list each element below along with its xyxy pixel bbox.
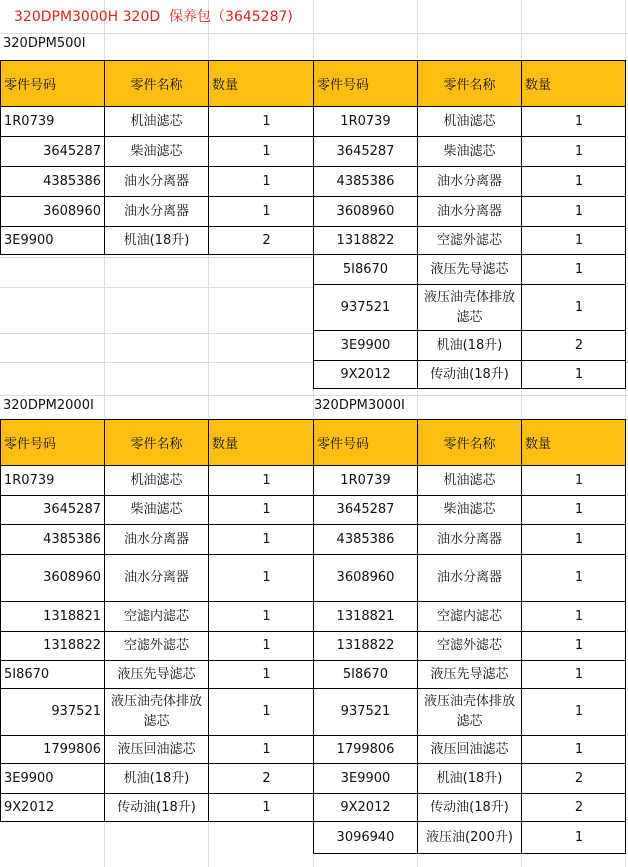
part-number-cell: 1318821 <box>314 602 418 632</box>
quantity-cell: 2 <box>522 331 626 361</box>
part-name-cell: 液压油壳体排放滤芯 <box>418 689 522 736</box>
table-row <box>1 764 314 794</box>
part-number-cell: 3645287 <box>314 496 418 525</box>
quantity-cell: 2 <box>209 227 314 255</box>
part-name-cell: 液压油壳体排放滤芯 <box>418 285 522 331</box>
table-row <box>1 736 314 764</box>
header-quantity: 数量 <box>522 61 626 107</box>
table-row <box>314 361 626 389</box>
quantity-cell: 1 <box>209 602 314 632</box>
header-part-number: 零件号码 <box>1 420 105 466</box>
part-number-cell: 1318822 <box>314 227 418 255</box>
quantity-cell: 1 <box>522 602 626 632</box>
part-number-cell: 3E9900 <box>314 764 418 794</box>
part-number-cell: 3608960 <box>1 555 105 602</box>
section-label-pm3000: 320DPM3000I <box>314 398 405 413</box>
part-number-cell: 4385386 <box>1 525 105 555</box>
quantity-cell: 1 <box>522 661 626 689</box>
quantity-cell: 1 <box>209 794 314 822</box>
part-name-cell: 传动油(18升) <box>105 794 209 822</box>
table-row <box>314 525 626 555</box>
quantity-cell: 1 <box>522 255 626 285</box>
part-number-cell: 937521 <box>314 689 418 736</box>
table-row <box>1 602 314 632</box>
header-row <box>314 420 626 466</box>
header-part-number: 零件号码 <box>314 61 418 107</box>
part-number-cell: 1318822 <box>1 632 105 661</box>
sheet-title: 320DPM3000H 320D 保养包（3645287) <box>14 9 293 25</box>
part-number-cell: 3E9900 <box>314 331 418 361</box>
part-number-cell: 4385386 <box>314 167 418 197</box>
quantity-cell: 1 <box>522 466 626 496</box>
quantity-cell: 1 <box>209 466 314 496</box>
part-name-cell: 机油(18升) <box>418 764 522 794</box>
quantity-cell: 1 <box>522 632 626 661</box>
quantity-cell: 1 <box>522 555 626 602</box>
parts-table-pm3000 <box>313 419 626 854</box>
part-name-cell: 空滤外滤芯 <box>418 227 522 255</box>
part-name-cell: 空滤内滤芯 <box>418 602 522 632</box>
quantity-cell: 1 <box>522 822 626 854</box>
part-name-cell: 传动油(18升) <box>418 794 522 822</box>
part-name-cell: 油水分离器 <box>105 525 209 555</box>
table-row <box>1 496 314 525</box>
part-number-cell: 937521 <box>1 689 105 736</box>
part-name-cell: 油水分离器 <box>105 167 209 197</box>
part-name-cell: 油水分离器 <box>105 555 209 602</box>
table-row <box>314 632 626 661</box>
quantity-cell: 1 <box>209 197 314 227</box>
part-name-cell: 机油(18升) <box>105 227 209 255</box>
part-number-cell: 9X2012 <box>1 794 105 822</box>
header-row <box>1 420 314 466</box>
part-number-cell: 9X2012 <box>314 361 418 389</box>
part-number-cell: 3645287 <box>1 496 105 525</box>
part-number-cell: 1799806 <box>314 736 418 764</box>
part-name-cell: 机油滤芯 <box>418 466 522 496</box>
part-number-cell: 4385386 <box>1 167 105 197</box>
table-row <box>1 661 314 689</box>
part-number-cell: 1318821 <box>1 602 105 632</box>
part-name-cell: 油水分离器 <box>418 555 522 602</box>
quantity-cell: 1 <box>209 107 314 137</box>
part-name-cell: 机油滤芯 <box>105 107 209 137</box>
quantity-cell: 1 <box>522 137 626 167</box>
header-part-name: 零件名称 <box>105 420 209 466</box>
table-row <box>1 107 314 137</box>
table-row <box>1 197 314 227</box>
part-number-cell: 3608960 <box>314 555 418 602</box>
part-name-cell: 液压先导滤芯 <box>418 661 522 689</box>
quantity-cell: 1 <box>522 736 626 764</box>
parts-table-pm500-full <box>313 60 626 389</box>
part-name-cell: 油水分离器 <box>418 197 522 227</box>
table-row <box>314 555 626 602</box>
part-number-cell: 1318822 <box>314 632 418 661</box>
gridline-horizontal <box>0 33 628 34</box>
table-row <box>314 227 626 255</box>
table-row <box>314 736 626 764</box>
quantity-cell: 1 <box>522 167 626 197</box>
header-quantity: 数量 <box>209 61 314 107</box>
table-row <box>1 137 314 167</box>
part-name-cell: 柴油滤芯 <box>105 137 209 167</box>
part-number-cell: 9X2012 <box>314 794 418 822</box>
part-name-cell: 空滤内滤芯 <box>105 602 209 632</box>
part-name-cell: 机油滤芯 <box>418 107 522 137</box>
part-name-cell: 柴油滤芯 <box>418 137 522 167</box>
table-row <box>314 137 626 167</box>
part-number-cell: 3645287 <box>314 137 418 167</box>
table-row <box>314 764 626 794</box>
header-part-number: 零件号码 <box>1 61 105 107</box>
table-row <box>314 661 626 689</box>
table-row <box>314 331 626 361</box>
header-row <box>314 61 626 107</box>
table-row <box>314 285 626 331</box>
header-quantity: 数量 <box>209 420 314 466</box>
quantity-cell: 1 <box>209 661 314 689</box>
table-row <box>314 167 626 197</box>
header-part-name: 零件名称 <box>105 61 209 107</box>
part-name-cell: 油水分离器 <box>418 167 522 197</box>
table-row <box>1 466 314 496</box>
table-row <box>1 525 314 555</box>
section-label-pm500: 320DPM500I <box>3 36 86 51</box>
section-label-pm2000: 320DPM2000I <box>3 398 94 413</box>
quantity-cell: 1 <box>209 525 314 555</box>
quantity-cell: 1 <box>522 197 626 227</box>
table-row <box>314 197 626 227</box>
part-name-cell: 传动油(18升) <box>418 361 522 389</box>
quantity-cell: 1 <box>522 227 626 255</box>
quantity-cell: 1 <box>209 689 314 736</box>
header-part-number: 零件号码 <box>314 420 418 466</box>
part-number-cell: 3645287 <box>1 137 105 167</box>
quantity-cell: 2 <box>522 764 626 794</box>
part-name-cell: 机油(18升) <box>418 331 522 361</box>
header-row <box>1 61 314 107</box>
table-row <box>314 794 626 822</box>
parts-table-pm500 <box>0 60 314 255</box>
quantity-cell: 1 <box>522 285 626 331</box>
part-number-cell: 5I8670 <box>314 255 418 285</box>
header-part-name: 零件名称 <box>418 61 522 107</box>
part-number-cell: 3E9900 <box>1 227 105 255</box>
part-number-cell: 3096940 <box>314 822 418 854</box>
table-row <box>1 794 314 822</box>
quantity-cell: 1 <box>522 496 626 525</box>
part-number-cell: 5I8670 <box>314 661 418 689</box>
part-number-cell: 1R0739 <box>314 107 418 137</box>
table-row <box>314 822 626 854</box>
header-part-name: 零件名称 <box>418 420 522 466</box>
part-name-cell: 空滤外滤芯 <box>418 632 522 661</box>
part-number-cell: 4385386 <box>314 525 418 555</box>
table-row <box>314 255 626 285</box>
quantity-cell: 2 <box>209 764 314 794</box>
quantity-cell: 1 <box>209 555 314 602</box>
part-name-cell: 液压油(200升) <box>418 822 522 854</box>
part-number-cell: 3608960 <box>314 197 418 227</box>
quantity-cell: 1 <box>522 525 626 555</box>
part-number-cell: 3608960 <box>1 197 105 227</box>
part-number-cell: 1R0739 <box>1 466 105 496</box>
quantity-cell: 1 <box>522 689 626 736</box>
part-name-cell: 空滤外滤芯 <box>105 632 209 661</box>
part-name-cell: 液压油壳体排放滤芯 <box>105 689 209 736</box>
table-row <box>314 496 626 525</box>
quantity-cell: 1 <box>209 137 314 167</box>
part-number-cell: 5I8670 <box>1 661 105 689</box>
quantity-cell: 1 <box>209 736 314 764</box>
quantity-cell: 1 <box>209 496 314 525</box>
part-number-cell: 3E9900 <box>1 764 105 794</box>
part-name-cell: 液压回油滤芯 <box>418 736 522 764</box>
part-name-cell: 柴油滤芯 <box>105 496 209 525</box>
part-name-cell: 柴油滤芯 <box>418 496 522 525</box>
part-name-cell: 液压回油滤芯 <box>105 736 209 764</box>
quantity-cell: 2 <box>522 794 626 822</box>
part-name-cell: 油水分离器 <box>105 197 209 227</box>
table-row <box>1 632 314 661</box>
table-row <box>1 227 314 255</box>
table-row <box>314 107 626 137</box>
part-name-cell: 液压先导滤芯 <box>418 255 522 285</box>
table-row <box>314 689 626 736</box>
part-number-cell: 937521 <box>314 285 418 331</box>
table-row <box>314 466 626 496</box>
table-row <box>1 555 314 602</box>
header-quantity: 数量 <box>522 420 626 466</box>
quantity-cell: 1 <box>209 167 314 197</box>
part-name-cell: 机油(18升) <box>105 764 209 794</box>
part-number-cell: 1799806 <box>1 736 105 764</box>
part-name-cell: 机油滤芯 <box>105 466 209 496</box>
part-name-cell: 油水分离器 <box>418 525 522 555</box>
part-number-cell: 1R0739 <box>314 466 418 496</box>
table-row <box>1 689 314 736</box>
quantity-cell: 1 <box>522 361 626 389</box>
quantity-cell: 1 <box>522 107 626 137</box>
parts-table-pm2000 <box>0 419 314 822</box>
table-row <box>314 602 626 632</box>
table-row <box>1 167 314 197</box>
quantity-cell: 1 <box>209 632 314 661</box>
part-number-cell: 1R0739 <box>1 107 105 137</box>
part-name-cell: 液压先导滤芯 <box>105 661 209 689</box>
